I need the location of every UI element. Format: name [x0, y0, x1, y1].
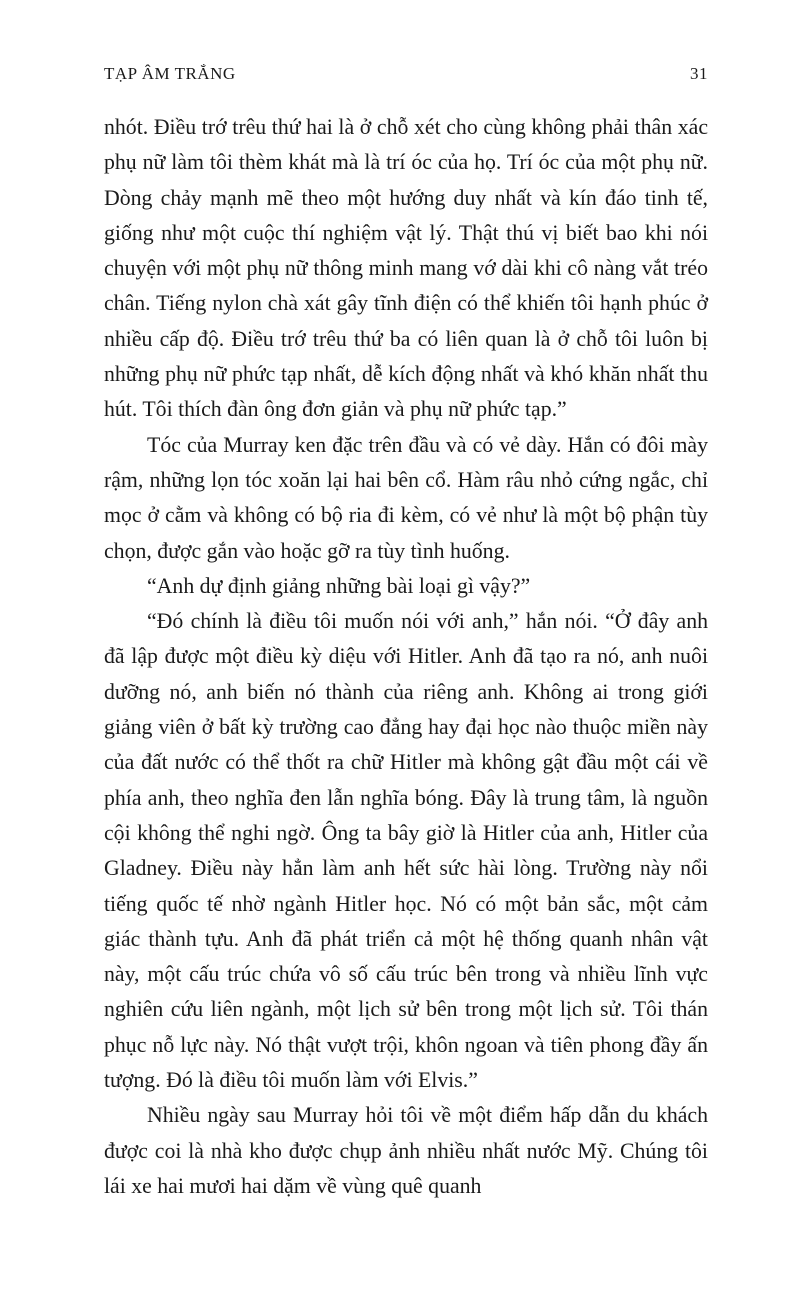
running-header [104, 64, 708, 94]
paragraph-murray-description: Tóc của Murray ken đặc trên đầu và có vẻ dày. Hắn có đôi mày rậm, những lọn tóc xoăn lại hai bên cổ. Hàm râu nhỏ cứng ngắc, chỉ mọc ở cằm và không có bộ ria đi kèm, có vẻ như là một bộ phận tùy chọn, được gắn vào hoặc gỡ ra tùy tình huống. [104, 432, 708, 563]
paragraph-barn-trip: Nhiều ngày sau Murray hỏi tôi về một điểm hấp dẫn du khách được coi là nhà kho được chụp ảnh nhiều nhất nước Mỹ. Chúng tôi lái xe hai mươi hai dặm về vùng quê quanh [104, 1103, 708, 1198]
paragraph-question: “Anh dự định giảng những bài loại gì vậy?” [147, 573, 531, 598]
page-number: 31 [690, 64, 708, 83]
paragraph-murray-speech: “Đó chính là điều tôi muốn nói với anh,” hắn nói. “Ở đây anh đã lập được một điều kỳ diệu với Hitler. Anh đã tạo ra nó, anh nuôi dưỡng nó, anh biến nó thành của riêng anh. Không ai trong giới giảng viên ở bất kỳ trường cao đẳng hay đại học nào thuộc miền này của đất nước có thể thốt ra chữ Hitler mà không gật đầu một cái về phía anh, theo nghĩa đen lẫn nghĩa bóng. Đây là trung tâm, là nguồn cội không thể nghi ngờ. Ông ta bây giờ là Hitler của anh, Hitler của Gladney. Điều này hẳn làm anh hết sức hài lòng. Trường này nổi tiếng quốc tế nhờ ngành Hitler học. Nó có một bản sắc, một cảm giác thành tựu. Anh đã phát triển cả một hệ thống quanh nhân vật này, một cấu trúc chứa vô số cấu trúc bên trong và nhiều lĩnh vực nghiên cứu liên ngành, một lịch sử bên trong một lịch sử. Tôi thán phục nỗ lực này. Nó thật vượt trội, khôn ngoan và tiên phong đầy ấn tượng. Đó là điều tôi muốn làm với Elvis.” [104, 609, 708, 1093]
paragraph-continued: nhót. Điều trớ trêu thứ hai là ở chỗ xét cho cùng không phải thân xác phụ nữ làm tôi thèm khát mà là trí óc của họ. Trí óc của một phụ nữ. Dòng chảy mạnh mẽ theo một hướng duy nhất và kín đáo tinh tế, giống như một cuộc thí nghiệm vật lý. Thật thú vị biết bao khi nói chuyện với một phụ nữ thông minh mang vớ dài khi cô nàng vắt tréo chân. Tiếng nylon chà xát gây tĩnh điện có thể khiến tôi hạnh phúc ở nhiều cấp độ. Điều trớ trêu thứ ba có liên quan là ở chỗ tôi luôn bị những phụ nữ phức tạp nhất, dễ kích động nhất và khó khăn nhất thu hút. Tôi thích đàn ông đơn giản và phụ nữ phức tạp.” [104, 115, 708, 422]
running-title: TẠP ÂM TRẮNG [104, 64, 236, 83]
body-text [104, 110, 708, 1204]
